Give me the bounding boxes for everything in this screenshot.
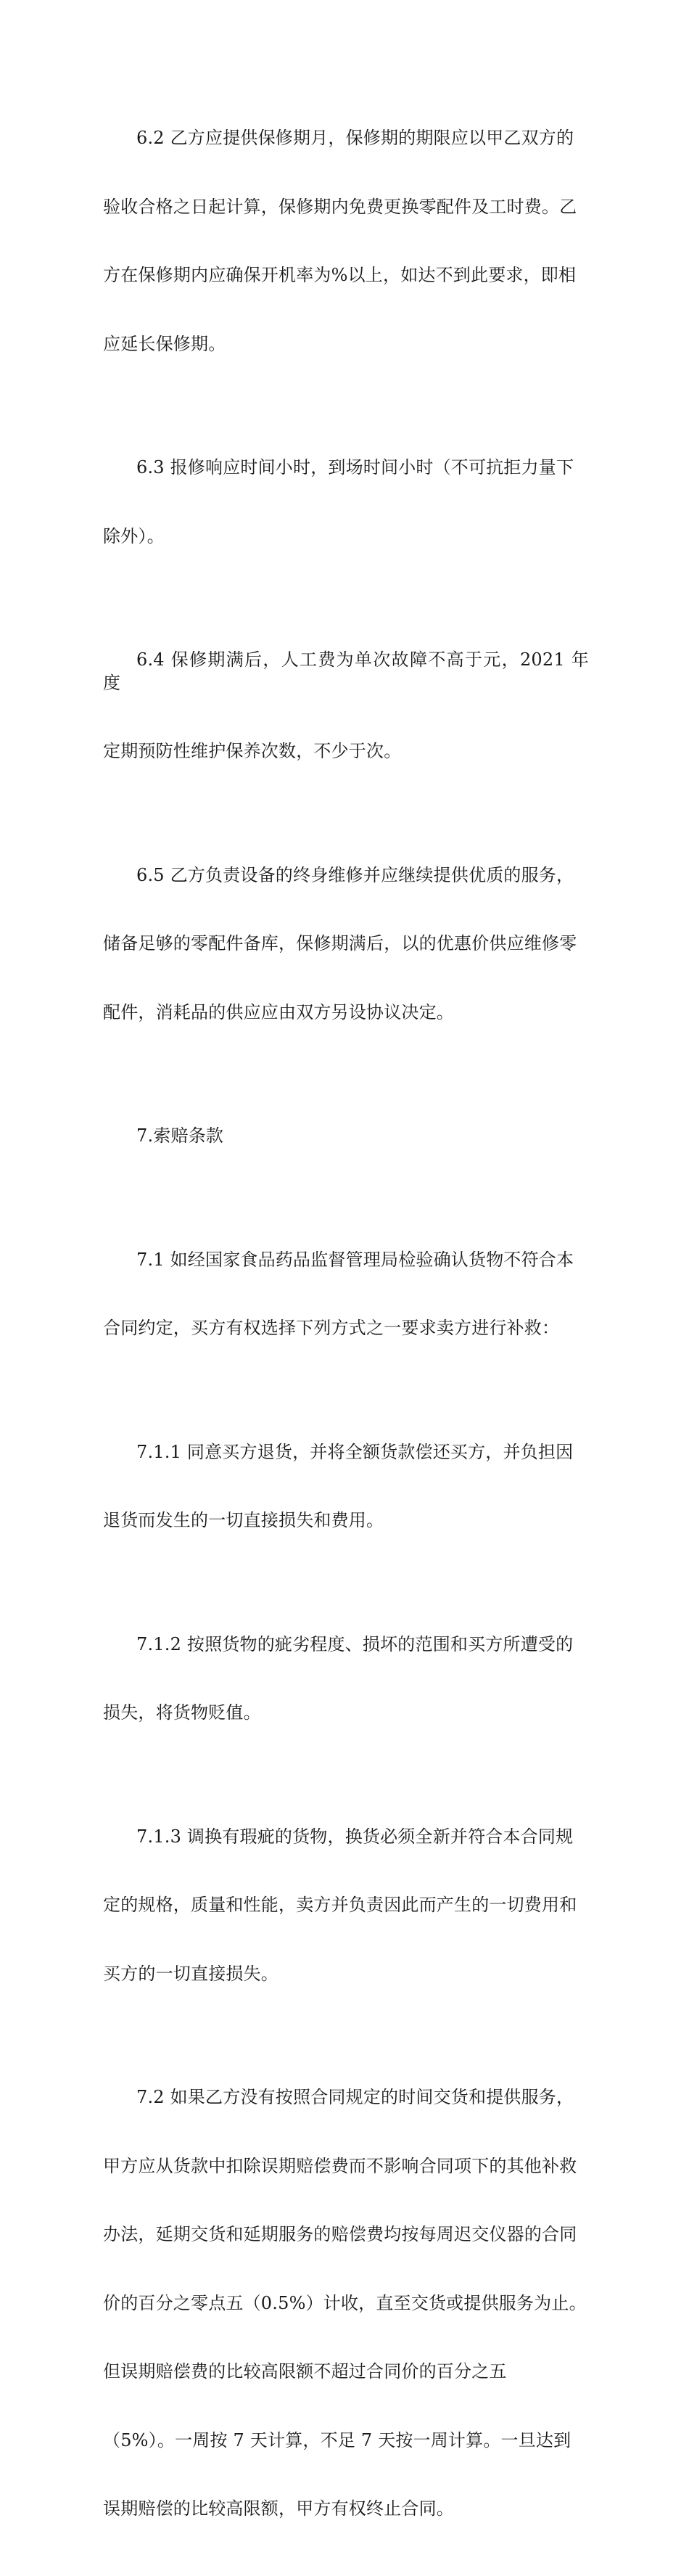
text-line: 办法，延期交货和延期服务的赔偿费均按每周迟交仪器的合同 [103, 2224, 577, 2244]
clause-6-5 [103, 819, 589, 1070]
text-line: 方在保修期内应确保开机率为%以上，如达不到此要求，即相 [103, 265, 577, 285]
section-heading-7 [103, 1079, 589, 1194]
text-line: 7.1.2 按照货物的疵劣程度、损坏的范围和买方所遭受的 [136, 1633, 574, 1654]
text-line: 定期预防性维护保养次数，不少于次。 [103, 741, 402, 761]
text-line: 但误期赔偿费的比较高限额不超过合同价的百分之五 [103, 2361, 507, 2382]
text-line: 7.1.1 同意买方退货，并将全额货款偿还买方，并负担因 [136, 1441, 574, 1462]
clause-7-1-2 [103, 1588, 589, 1771]
text-line: 退货而发生的一切直接损失和费用。 [103, 1510, 384, 1530]
text-line: 7.索赔条款 [136, 1125, 224, 1146]
text-line: 甲方应从货款中扣除误期赔偿费而不影响合同项下的其他补救 [103, 2155, 577, 2176]
text-line: 买方的一切直接损失。 [103, 1963, 279, 1984]
clause-6-3 [103, 411, 589, 594]
clause-7-1-3 [103, 1780, 589, 2032]
text-line: 定的规格，质量和性能，卖方并负责因此而产生的一切费用和 [103, 1895, 577, 1915]
text-line: 6.5 乙方负责设备的终身维修并应继续提供优质的服务， [136, 864, 574, 885]
clause-7-1 [103, 1203, 589, 1386]
clause-6-4 [103, 603, 589, 809]
text-line: 价的百分之零点五（0.5%）计收，直至交货或提供服务为止。 [103, 2292, 587, 2313]
clause-6-2 [103, 81, 589, 401]
text-line: 6.2 乙方应提供保修期月，保修期的期限应以甲乙双方的 [136, 128, 574, 148]
text-line: 6.3 报修响应时间小时，到场时间小时（不可抗拒力量下 [136, 457, 574, 477]
clause-7-2 [103, 2040, 589, 2567]
clause-7-1-1 [103, 1395, 589, 1578]
text-line: 6.4 保修期满后，人工费为单次故障不高于元，2021 年度 [103, 649, 589, 693]
text-line: 7.1 如经国家食品药品监督管理局检验确认货物不符合本 [136, 1249, 574, 1270]
text-line: 7.1.3 调换有瑕疵的货物，换货必须全新并符合本合同规 [136, 1826, 574, 1847]
text-line: （5%）。一周按 7 天计算，不足 7 天按一周计算。一旦达到 [103, 2429, 572, 2450]
text-line: 误期赔偿的比较高限额，甲方有权终止合同。 [103, 2498, 454, 2519]
text-line: 储备足够的零配件备库，保修期满后，以的优惠价供应维修零 [103, 933, 577, 953]
text-line: 验收合格之日起计算，保修期内免费更换零配件及工时费。乙 [103, 196, 577, 217]
text-line: 应延长保修期。 [103, 333, 226, 354]
text-line: 损失，将货物贬值。 [103, 1702, 261, 1723]
text-line: 配件，消耗品的供应应由双方另设协议决定。 [103, 1001, 454, 1022]
text-line: 合同约定，买方有权选择下列方式之一要求卖方进行补救： [103, 1318, 560, 1338]
text-line: 除外）。 [103, 525, 165, 546]
text-line: 7.2 如果乙方没有按照合同规定的时间交货和提供服务， [136, 2087, 574, 2107]
document-page [103, 81, 589, 2576]
